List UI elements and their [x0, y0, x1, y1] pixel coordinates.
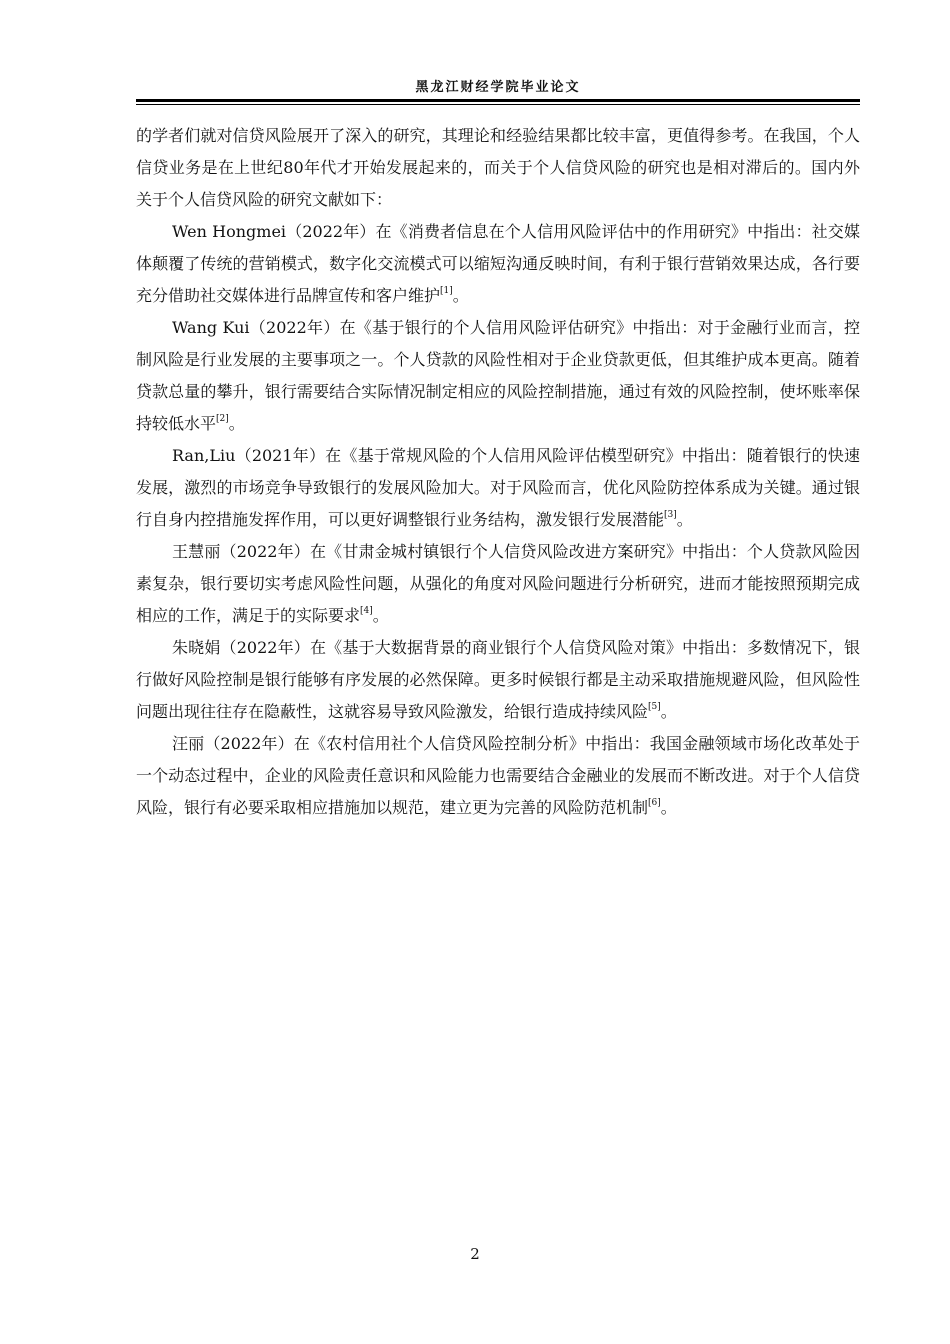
citation-ref: [1] [440, 285, 453, 296]
citation-ref: [5] [648, 701, 661, 712]
paragraph-text: 王慧丽（2022年）在《甘肃金城村镇银行个人信贷风险改进方案研究》中指出：个人贷款风险因素复杂，银行要切实考虑风险性问题，从强化的角度对风险问题进行分析研究，进而才能按照预期完成相应的工作，满足于的实际要求 [136, 542, 860, 625]
citation-ref: [2] [216, 413, 229, 424]
paragraph-end: 。 [676, 510, 693, 529]
paragraph-end: 。 [660, 702, 677, 721]
paragraph-text: Wen Hongmei（2022年）在《消费者信息在个人信用风险评估中的作用研究》中指出：社交媒体颠覆了传统的营销模式，数字化交流模式可以缩短沟通反映时间，有利于银行营销效果达成，各行要充分借助社交媒体进行品牌宣传和客户维护 [136, 222, 860, 305]
paragraph-text: 朱晓娟（2022年）在《基于大数据背景的商业银行个人信贷风险对策》中指出：多数情况下，银行做好风险控制是银行能够有序发展的必然保障。更多时候银行都是主动采取措施规避风险，但风险性问题出现往往存在隐蔽性，这就容易导致风险激发，给银行造成持续风险 [136, 638, 860, 721]
citation-ref: [4] [360, 605, 373, 616]
paragraph-literature-6 [136, 728, 860, 824]
paragraph-end: 。 [660, 798, 677, 817]
citation-ref: [3] [664, 509, 677, 520]
paragraph-text: Ran,Liu（2021年）在《基于常规风险的个人信用风险评估模型研究》中指出：随着银行的快速发展，激烈的市场竞争导致银行的发展风险加大。对于风险而言，优化风险防控体系成为关键。通过银行自身内控措施发挥作用，可以更好调整银行业务结构，激发银行发展潜能 [136, 446, 860, 529]
citation-ref: [6] [648, 797, 661, 808]
paragraph-end: 。 [228, 414, 245, 433]
paragraph-literature-2 [136, 312, 860, 440]
page-number: 2 [470, 1245, 480, 1263]
paragraph-literature-1 [136, 216, 860, 312]
paragraph-literature-3 [136, 440, 860, 536]
header-rule-thick [136, 99, 860, 102]
paragraph-text: 的学者们就对信贷风险展开了深入的研究，其理论和经验结果都比较丰富，更值得参考。在我国，个人信贷业务是在上世纪80年代才开始发展起来的，而关于个人信贷风险的研究也是相对滞后的。国内外关于个人信贷风险的研究文献如下： [136, 126, 860, 209]
header-rule-thin [136, 104, 860, 105]
paragraph-continued [136, 120, 860, 216]
body-text [136, 120, 860, 824]
paragraph-text: 汪丽（2022年）在《农村信用社个人信贷风险控制分析》中指出：我国金融领域市场化改革处于一个动态过程中，企业的风险责任意识和风险能力也需要结合金融业的发展而不断改进。对于个人信贷风险，银行有必要采取相应措施加以规范，建立更为完善的风险防范机制 [136, 734, 860, 817]
paragraph-end: 。 [372, 606, 389, 625]
paragraph-end: 。 [452, 286, 469, 305]
paragraph-literature-4 [136, 536, 860, 632]
paragraph-text: Wang Kui（2022年）在《基于银行的个人信用风险评估研究》中指出：对于金融行业而言，控制风险是行业发展的主要事项之一。个人贷款的风险性相对于企业贷款更低，但其维护成本更高。随着贷款总量的攀升，银行需要结合实际情况制定相应的风险控制措施，通过有效的风险控制，使坏账率保持较低水平 [136, 318, 860, 433]
paragraph-literature-5 [136, 632, 860, 728]
running-header: 黑龙江财经学院毕业论文 [415, 80, 581, 95]
